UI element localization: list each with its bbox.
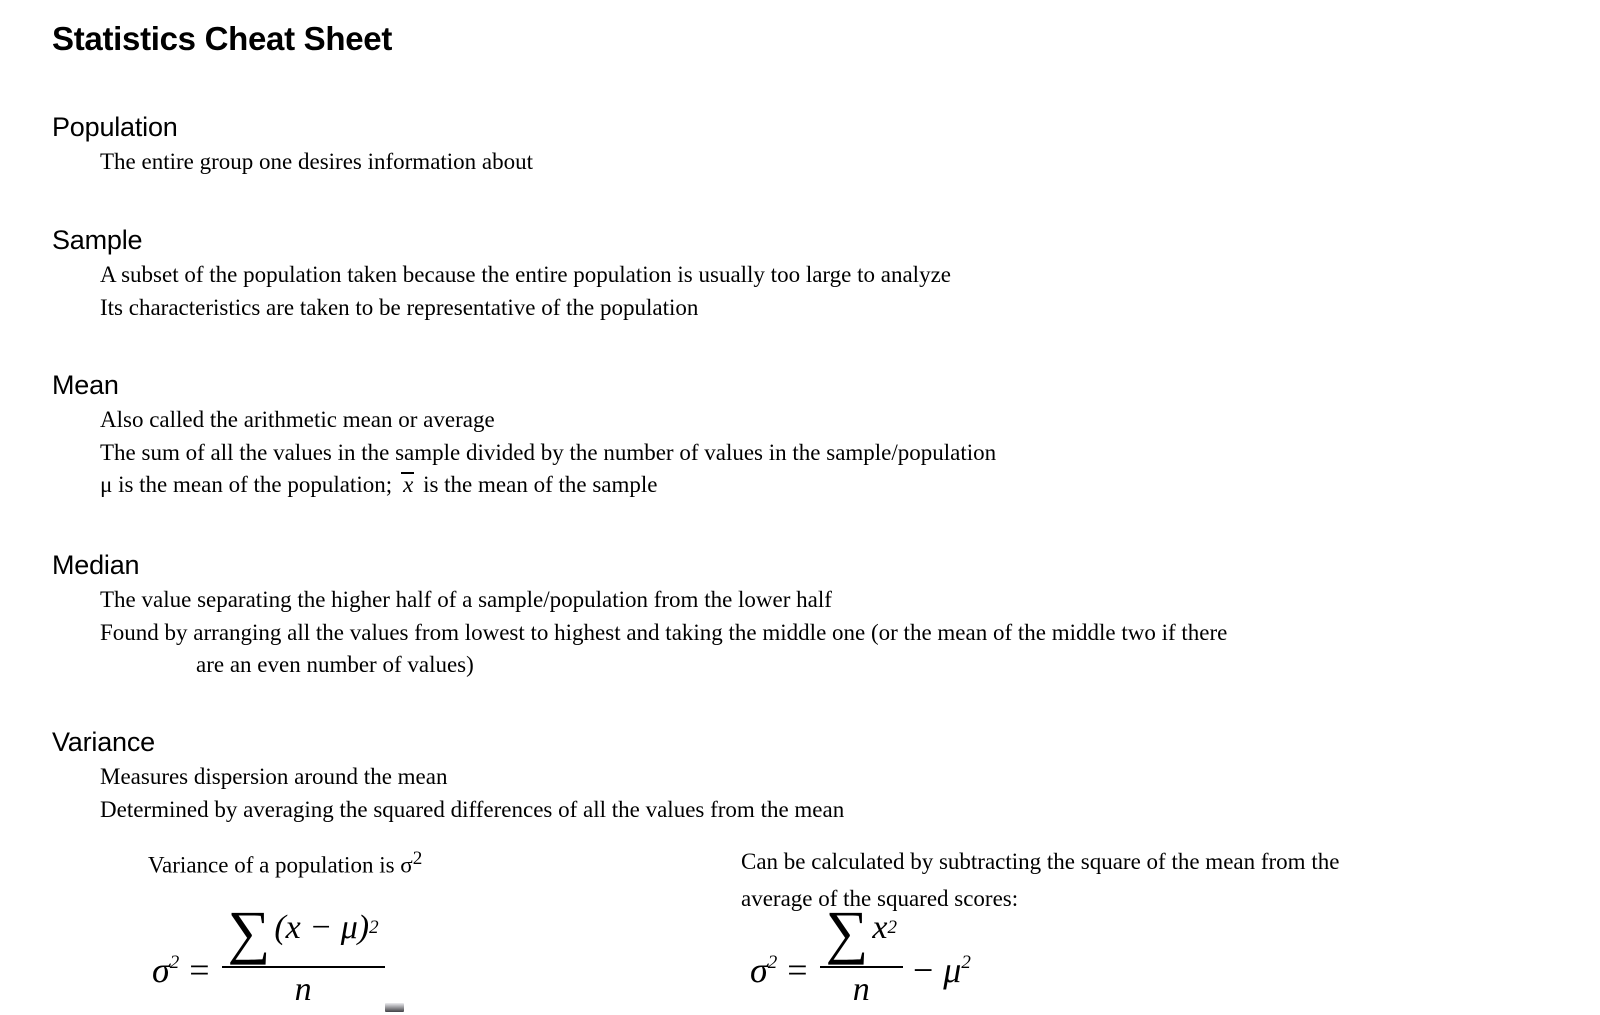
body-line: Its characteristics are taken to be representative of the population xyxy=(100,294,699,320)
section-mean xyxy=(52,366,1590,502)
body-line-hanging-indent: are an even number of values) xyxy=(196,652,474,677)
mu-symbol: μ xyxy=(943,950,962,990)
equals-sign: = xyxy=(787,950,808,990)
section-heading-median: Median xyxy=(52,550,140,580)
section-body xyxy=(100,761,1590,911)
body-line: The value separating the higher half of a sample/population from the lower half xyxy=(100,587,832,612)
cutoff-text-artifact xyxy=(385,1003,404,1012)
note-text: Variance of a population is xyxy=(148,852,401,878)
fraction-denominator: n xyxy=(852,971,870,1008)
formula-computational-variance xyxy=(750,896,971,1007)
sigma-symbol: σ xyxy=(152,950,170,990)
xbar-definition-text: is the mean of the sample xyxy=(417,472,658,497)
formula-lhs xyxy=(152,952,222,988)
section-body xyxy=(100,404,1590,502)
variance-two-column-row xyxy=(100,843,1590,911)
body-line: Measures dispersion around the mean xyxy=(100,764,448,789)
mu-exponent: 2 xyxy=(961,952,971,973)
section-body xyxy=(100,146,1590,179)
sigma-exponent: 2 xyxy=(412,848,423,869)
summation-icon: ∑ xyxy=(825,899,869,965)
section-sample xyxy=(52,221,1590,324)
sigma-exponent: 2 xyxy=(169,952,180,973)
sigma-exponent: 2 xyxy=(767,952,778,973)
note-line: Can be calculated by subtracting the square of the mean from the xyxy=(741,849,1340,874)
section-heading-sample: Sample xyxy=(52,225,143,255)
equals-sign: = xyxy=(189,950,210,990)
page-title: Statistics Cheat Sheet xyxy=(52,20,393,57)
section-heading-variance: Variance xyxy=(52,727,155,757)
section-variance xyxy=(52,723,1590,911)
section-heading-population: Population xyxy=(52,112,178,142)
body-line: Also called the arithmetic mean or average xyxy=(100,407,495,432)
fraction-numerator: ∑ x 2 xyxy=(820,896,903,968)
formula-tail xyxy=(913,952,971,988)
section-median xyxy=(52,546,1590,682)
section-population xyxy=(52,108,1590,179)
population-variance-note xyxy=(148,843,422,882)
body-line: A subset of the population taken because the entire population is usually too large to analyze xyxy=(100,262,951,287)
note-line: average of the squared scores: xyxy=(741,886,1019,911)
body-line: Found by arranging all the values from lowest to highest and taking the middle one (or the mean of the middle two if there xyxy=(100,619,1228,645)
fraction xyxy=(820,896,903,1007)
minus-sign: − xyxy=(912,950,934,990)
body-line: The entire group one desires information about xyxy=(100,149,534,174)
summation-icon: ∑ xyxy=(227,899,271,965)
numerator-expression: x xyxy=(872,909,888,946)
mu-definition-text: μ is the mean of the population; xyxy=(100,472,393,497)
body-line: Determined by averaging the squared differences of all the values from the mean xyxy=(100,796,845,822)
fraction-numerator: ∑ (x − μ) 2 xyxy=(222,896,385,968)
sigma-symbol: σ xyxy=(750,950,768,990)
sigma-symbol: σ xyxy=(400,852,413,878)
body-line: The sum of all the values in the sample divided by the number of values in the sample/population xyxy=(100,439,997,465)
numerator-expression: (x − μ) xyxy=(274,909,370,946)
section-heading-mean: Mean xyxy=(52,370,119,400)
fraction-denominator: n xyxy=(294,971,312,1008)
fraction xyxy=(222,896,385,1007)
x-bar-symbol: x xyxy=(401,469,415,502)
section-body xyxy=(100,259,1590,324)
section-body xyxy=(100,584,1590,682)
formula-lhs xyxy=(750,952,820,988)
formula-population-variance xyxy=(152,896,385,1007)
body-line-mean-symbols xyxy=(100,469,1590,502)
